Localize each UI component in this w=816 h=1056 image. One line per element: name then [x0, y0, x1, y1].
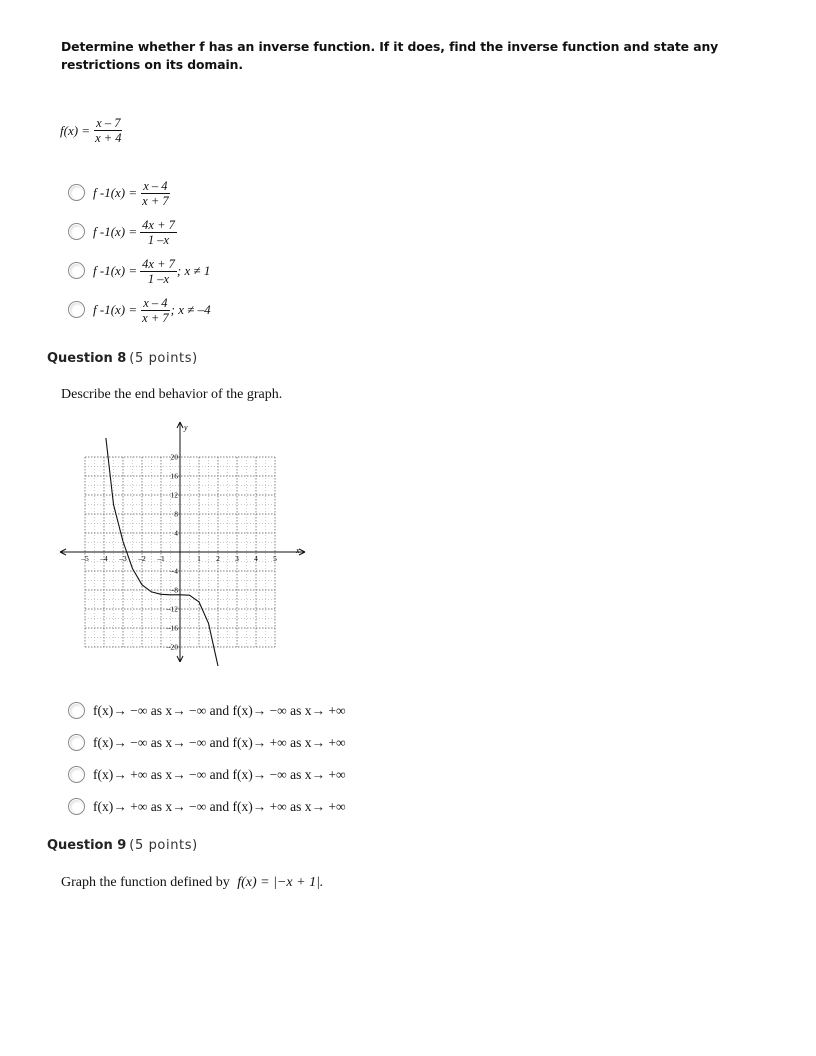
q7-option-label: [93, 218, 177, 247]
x-tick-label: –1: [157, 554, 165, 563]
y-tick-label: –8: [170, 585, 178, 595]
x-tick-label: 3: [235, 554, 239, 563]
y-axis-label: y: [184, 423, 188, 432]
q7-option-label: [93, 257, 210, 286]
x-tick-label: 4: [254, 554, 258, 563]
q7-option-radio[interactable]: [68, 184, 85, 201]
q8-option-label: f(x)→ −∞ as x→ −∞ and f(x)→ −∞ as x→ +∞: [93, 703, 346, 718]
question-8-header: [47, 351, 198, 366]
q8-option-label: f(x)→ +∞ as x→ −∞ and f(x)→ +∞ as x→ +∞: [93, 799, 346, 814]
inverse-lhs: f -1(x) =: [93, 185, 138, 200]
q8-option-label: f(x)→ +∞ as x→ −∞ and f(x)→ −∞ as x→ +∞: [93, 767, 346, 782]
domain-restriction: ; x ≠ 1: [176, 263, 211, 278]
question-7-prompt: Determine whether f has an inverse function. If it does, find the inverse function and state any restrictions on its domain.: [61, 39, 719, 72]
q8-option-radio[interactable]: [68, 798, 85, 815]
function-fraction: [93, 116, 123, 145]
q7-option-label: [93, 179, 171, 208]
q7-option-label: [93, 296, 211, 325]
domain-restriction: ; x ≠ –4: [170, 302, 211, 317]
y-tick-label: –12: [166, 604, 178, 614]
x-tick-label: –3: [119, 554, 127, 563]
fraction-denominator: x + 7: [142, 193, 169, 208]
q7-option-3[interactable]: [68, 253, 210, 289]
fraction-denominator: x + 4: [95, 131, 122, 145]
question-7-function: [60, 116, 124, 145]
question-8-points: (5 points): [129, 351, 198, 366]
question-9-points: (5 points): [129, 838, 198, 853]
inverse-fraction: [140, 257, 177, 286]
y-tick-label: 16: [170, 471, 178, 481]
inverse-lhs: f -1(x) =: [93, 302, 138, 317]
inverse-fraction: [140, 218, 177, 247]
inverse-fraction: [140, 179, 170, 208]
y-tick-label: –20: [166, 642, 178, 652]
fraction-denominator: x + 7: [142, 310, 169, 325]
q8-option-radio[interactable]: [68, 766, 85, 783]
q8-option-2[interactable]: [68, 725, 346, 761]
question-9-prompt-text: Graph the function defined by: [61, 875, 230, 890]
inverse-lhs: f -1(x) =: [93, 224, 138, 239]
q7-option-radio[interactable]: [68, 262, 85, 279]
question-9-label: Question 9: [47, 838, 127, 853]
end-behavior-graph: [55, 418, 315, 666]
question-8-label: Question 8: [47, 351, 127, 366]
y-tick-label: –16: [166, 623, 178, 633]
question-8-prompt: Describe the end behavior of the graph.: [61, 387, 283, 402]
x-tick-label: 5: [273, 554, 277, 563]
x-tick-label: –5: [81, 554, 89, 563]
fraction-numerator: x – 7: [96, 116, 121, 130]
function-lhs: f(x) =: [60, 122, 91, 138]
fraction-numerator: x – 4: [143, 295, 168, 310]
q8-option-3[interactable]: [68, 757, 346, 793]
fraction-denominator: 1 –x: [147, 271, 170, 286]
q7-option-4[interactable]: [68, 292, 211, 328]
q8-option-radio[interactable]: [68, 702, 85, 719]
fraction-numerator: 4x + 7: [142, 256, 175, 271]
q8-option-4[interactable]: [68, 789, 346, 825]
x-tick-label: –4: [100, 554, 108, 563]
question-9-formula: f(x) = |−x + 1|.: [237, 875, 324, 890]
q7-option-radio[interactable]: [68, 301, 85, 318]
y-tick-label: 12: [170, 490, 178, 500]
inverse-fraction: [140, 296, 170, 325]
q7-option-2[interactable]: [68, 214, 177, 250]
x-tick-label: 1: [197, 554, 201, 563]
y-tick-label: 20: [170, 452, 178, 462]
q8-option-radio[interactable]: [68, 734, 85, 751]
question-9-header: [47, 838, 198, 853]
q7-option-radio[interactable]: [68, 223, 85, 240]
fraction-numerator: x – 4: [143, 178, 168, 193]
q7-option-1[interactable]: [68, 175, 171, 211]
q8-option-1[interactable]: [68, 693, 346, 729]
x-tick-label: 2: [216, 554, 220, 563]
x-tick-label: –2: [138, 554, 146, 563]
inverse-lhs: f -1(x) =: [93, 263, 138, 278]
y-tick-label: –4: [170, 566, 178, 576]
question-9-prompt: [61, 875, 323, 891]
fraction-denominator: 1 –x: [147, 232, 170, 247]
fraction-numerator: 4x + 7: [142, 217, 175, 232]
y-tick-label: 4: [174, 528, 178, 538]
q8-option-label: f(x)→ −∞ as x→ −∞ and f(x)→ +∞ as x→ +∞: [93, 735, 346, 750]
y-tick-label: 8: [174, 509, 178, 519]
x-axis-label: x: [296, 546, 300, 555]
